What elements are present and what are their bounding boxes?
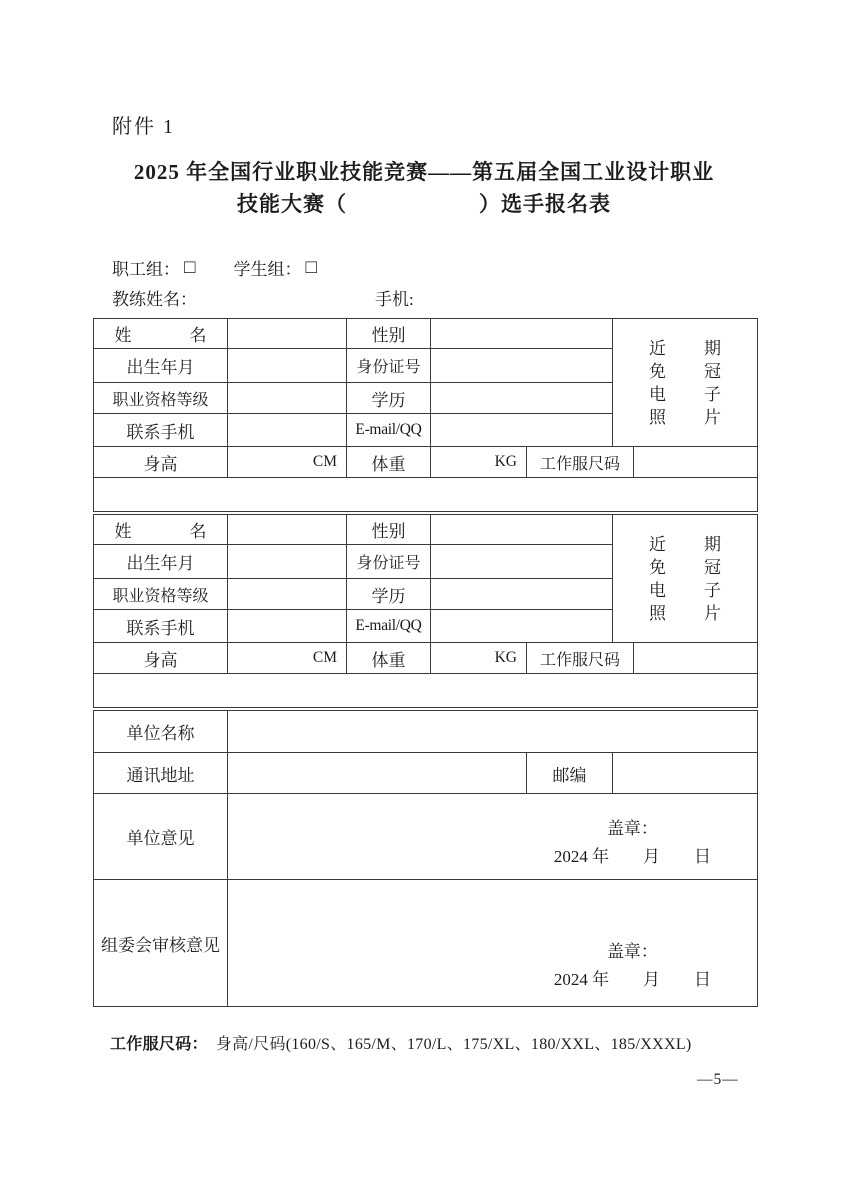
seal-date: 2024 年 月 日 (553, 847, 712, 866)
coach-phone-label: 手机: (375, 290, 414, 309)
weight-label: 体重 (347, 447, 431, 478)
coach-row (112, 285, 752, 310)
size-note-text: 身高/尺码(160/S、165/M、170/L、175/XL、180/XXL、185/XXXL) (215, 1036, 692, 1053)
form-title-line1: 2025 年全国行业职业技能竞赛——第五届全国工业设计职业 (133, 160, 715, 184)
unit-opinion-label: 单位意见 (94, 794, 228, 880)
competitor-table-2 (93, 514, 758, 708)
name-label: 姓名 (94, 319, 228, 349)
height-label: 身高 (94, 447, 228, 478)
committee-opinion-label: 组委会审核意见 (94, 880, 228, 1007)
qualification-value-cell (228, 383, 347, 414)
gender-label: 性别 (347, 515, 431, 545)
uniform-size-label: 工作服尺码 (527, 447, 634, 478)
id-number-value-cell (431, 349, 613, 383)
name-value-cell (228, 515, 347, 545)
seal-label: 盖章： (606, 819, 658, 838)
email-qq-label: E-mail/QQ (347, 610, 431, 643)
qualification-label: 职业资格等级 (94, 579, 228, 610)
education-value-cell (431, 383, 613, 414)
student-group-checkbox: □ (305, 257, 317, 278)
weight-unit-cell: KG (431, 447, 527, 478)
gender-value-cell (431, 515, 613, 545)
seal-label: 盖章： (606, 942, 658, 961)
uniform-size-value-cell (634, 447, 758, 478)
gender-value-cell (431, 319, 613, 349)
uniform-size-label: 工作服尺码 (527, 643, 634, 674)
weight-label: 体重 (347, 643, 431, 674)
email-qq-label: E-mail/QQ (347, 414, 431, 447)
group-selection-row (112, 255, 317, 280)
size-note (110, 1031, 692, 1054)
mobile-label: 联系手机 (94, 610, 228, 643)
height-unit-cell: CM (228, 643, 347, 674)
email-qq-value-cell (431, 610, 613, 643)
photo-placeholder (613, 515, 758, 643)
size-note-label: 工作服尺码： (110, 1036, 208, 1053)
form-title-line2: 技能大赛（ ）选手报名表 (237, 192, 611, 216)
height-unit-cell: CM (228, 447, 347, 478)
postcode-value-cell (613, 753, 758, 794)
staff-group-label: 职工组： (112, 260, 180, 279)
height-label: 身高 (94, 643, 228, 674)
id-number-label: 身份证号 (347, 545, 431, 579)
qualification-value-cell (228, 579, 347, 610)
student-group-label: 学生组： (233, 260, 302, 279)
birthdate-label: 出生年月 (94, 349, 228, 383)
page-number: —5— (697, 1071, 739, 1088)
weight-unit-cell: KG (431, 643, 527, 674)
seal-date: 2024 年 月 日 (553, 970, 712, 989)
blank-row (94, 674, 758, 708)
competitor-table-1 (93, 318, 758, 512)
name-label: 姓名 (94, 515, 228, 545)
birthdate-value-cell (228, 349, 347, 383)
committee-opinion-cell (228, 880, 758, 1007)
unit-opinion-cell (228, 794, 758, 880)
org-table (93, 710, 758, 1007)
unit-seal-block (554, 815, 711, 871)
blank-row (94, 478, 758, 512)
photo-note: 近期 免冠 电子 照片 (649, 534, 721, 623)
gender-label: 性别 (347, 319, 431, 349)
address-value-cell (228, 753, 527, 794)
education-value-cell (431, 579, 613, 610)
form-title (0, 156, 848, 220)
education-label: 学历 (347, 383, 431, 414)
email-qq-value-cell (431, 414, 613, 447)
mobile-label: 联系手机 (94, 414, 228, 447)
id-number-label: 身份证号 (347, 349, 431, 383)
mobile-value-cell (228, 610, 347, 643)
mobile-value-cell (228, 414, 347, 447)
unit-name-label: 单位名称 (94, 711, 228, 753)
coach-name-label: 教练姓名： (112, 290, 197, 309)
birthdate-label: 出生年月 (94, 545, 228, 579)
committee-seal-block (554, 938, 711, 994)
qualification-label: 职业资格等级 (94, 383, 228, 414)
unit-name-value-cell (228, 711, 758, 753)
name-value-cell (228, 319, 347, 349)
id-number-value-cell (431, 545, 613, 579)
address-label: 通讯地址 (94, 753, 228, 794)
birthdate-value-cell (228, 545, 347, 579)
education-label: 学历 (347, 579, 431, 610)
staff-group-checkbox: □ (184, 257, 196, 278)
photo-note: 近期 免冠 电子 照片 (649, 338, 721, 427)
uniform-size-value-cell (634, 643, 758, 674)
postcode-label: 邮编 (527, 753, 613, 794)
photo-placeholder (613, 319, 758, 447)
attachment-label: 附件 1 (112, 116, 175, 138)
